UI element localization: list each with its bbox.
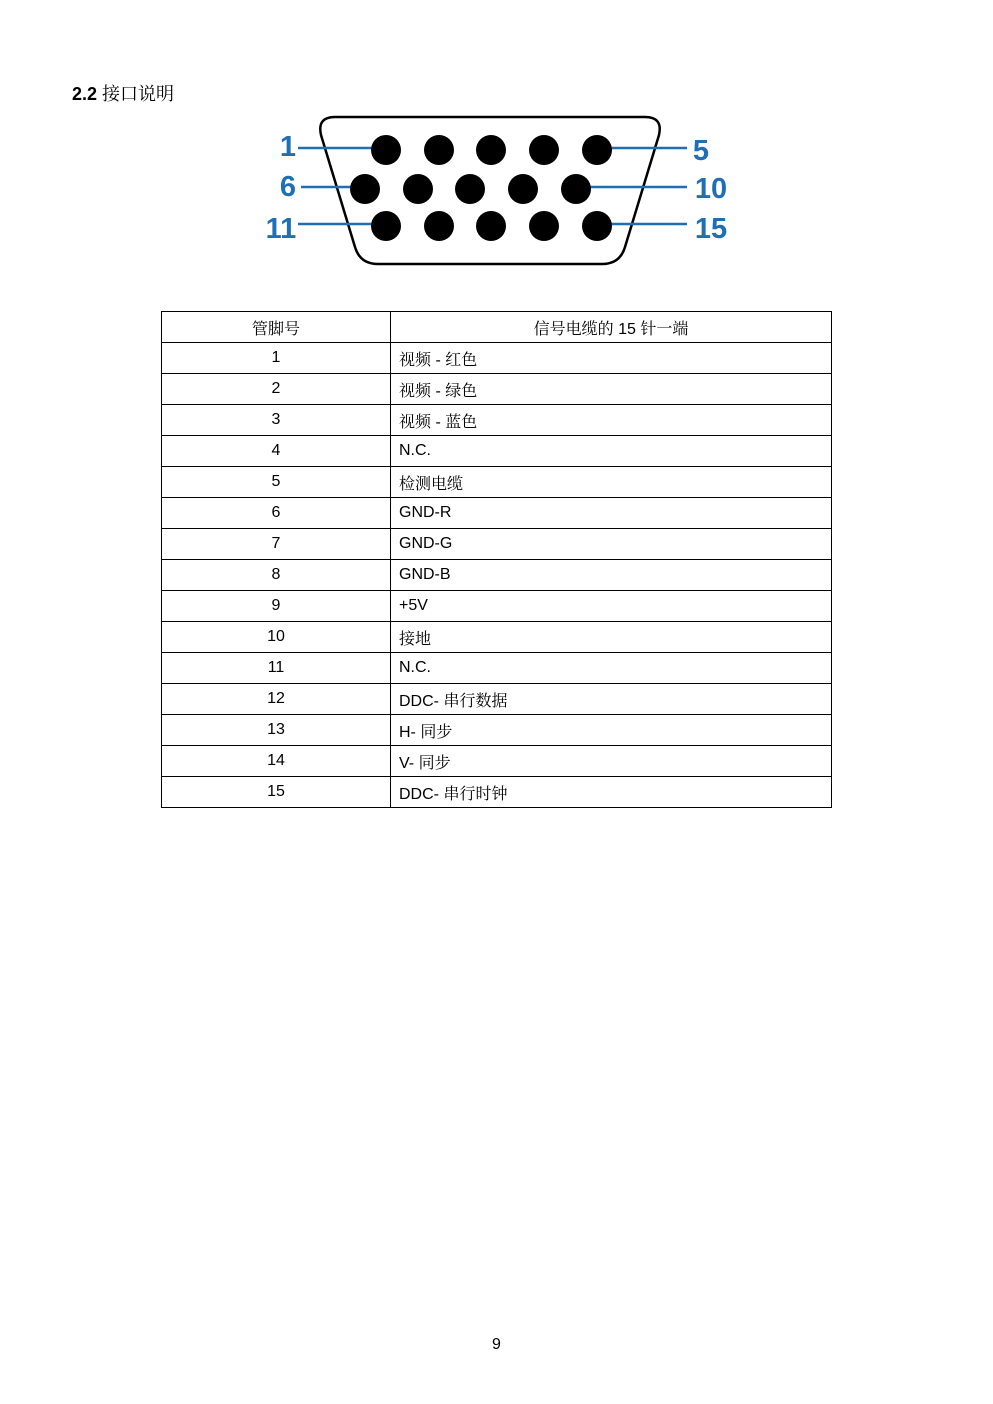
pin-14 (529, 211, 559, 241)
table-header-row (162, 312, 832, 343)
pin-10 (561, 174, 591, 204)
pin-number-cell: 12 (162, 684, 391, 715)
pin-8 (455, 174, 485, 204)
table-row (162, 343, 832, 374)
table-row (162, 777, 832, 808)
signal-cell: 视频 - 红色 (391, 343, 832, 374)
table-row (162, 498, 832, 529)
signal-cell: N.C. (391, 653, 832, 684)
pin-number-cell: 11 (162, 653, 391, 684)
header-pin-number: 管脚号 (162, 312, 391, 343)
signal-cell: 检测电缆 (391, 467, 832, 498)
pin-5 (582, 135, 612, 165)
table-row (162, 560, 832, 591)
pin-number-cell: 1 (162, 343, 391, 374)
table-row (162, 436, 832, 467)
table-row (162, 529, 832, 560)
vga-connector-diagram (255, 108, 745, 278)
table-row (162, 405, 832, 436)
signal-cell: GND-R (391, 498, 832, 529)
pin-6 (350, 174, 380, 204)
signal-cell: 视频 - 蓝色 (391, 405, 832, 436)
pin-label-5: 5 (692, 135, 710, 167)
pin-2 (424, 135, 454, 165)
pin-number-cell: 6 (162, 498, 391, 529)
pin-label-15: 15 (694, 213, 728, 245)
table-body (162, 343, 832, 808)
pin-13 (476, 211, 506, 241)
pin-3 (476, 135, 506, 165)
signal-cell: 接地 (391, 622, 832, 653)
pin-15 (582, 211, 612, 241)
section-heading (72, 82, 174, 106)
signal-cell: GND-B (391, 560, 832, 591)
pin-11 (371, 211, 401, 241)
header-signal: 信号电缆的 15 针一端 (391, 312, 832, 343)
pin-4 (529, 135, 559, 165)
pin-12 (424, 211, 454, 241)
pin-label-10: 10 (694, 173, 728, 205)
signal-cell: DDC- 串行数据 (391, 684, 832, 715)
pin-9 (508, 174, 538, 204)
pin-number-cell: 7 (162, 529, 391, 560)
pin-number-cell: 9 (162, 591, 391, 622)
signal-cell: +5V (391, 591, 832, 622)
table-row (162, 715, 832, 746)
signal-cell: H- 同步 (391, 715, 832, 746)
page-number: 9 (492, 1336, 501, 1353)
pin-number-cell: 10 (162, 622, 391, 653)
table-row (162, 374, 832, 405)
pin-number-cell: 5 (162, 467, 391, 498)
table-row (162, 622, 832, 653)
pin-number-cell: 14 (162, 746, 391, 777)
table-row (162, 467, 832, 498)
pin-number-cell: 4 (162, 436, 391, 467)
pin-number-cell: 2 (162, 374, 391, 405)
pin-7 (403, 174, 433, 204)
pin-number-cell: 8 (162, 560, 391, 591)
signal-cell: DDC- 串行时钟 (391, 777, 832, 808)
signal-cell: GND-G (391, 529, 832, 560)
table-row (162, 591, 832, 622)
signal-cell: N.C. (391, 436, 832, 467)
table-row (162, 684, 832, 715)
signal-cell: V- 同步 (391, 746, 832, 777)
signal-cell: 视频 - 绿色 (391, 374, 832, 405)
pin-number-cell: 13 (162, 715, 391, 746)
pin-1 (371, 135, 401, 165)
pin-label-1: 1 (279, 131, 297, 163)
pin-assignment-table (161, 311, 832, 808)
pin-number-cell: 15 (162, 777, 391, 808)
section-number: 2.2 (72, 84, 98, 104)
table-row (162, 746, 832, 777)
section-title: 接口说明 (102, 84, 175, 104)
pin-label-6: 6 (279, 171, 297, 203)
pin-label-11: 11 (265, 213, 297, 245)
pin-number-cell: 3 (162, 405, 391, 436)
table-row (162, 653, 832, 684)
